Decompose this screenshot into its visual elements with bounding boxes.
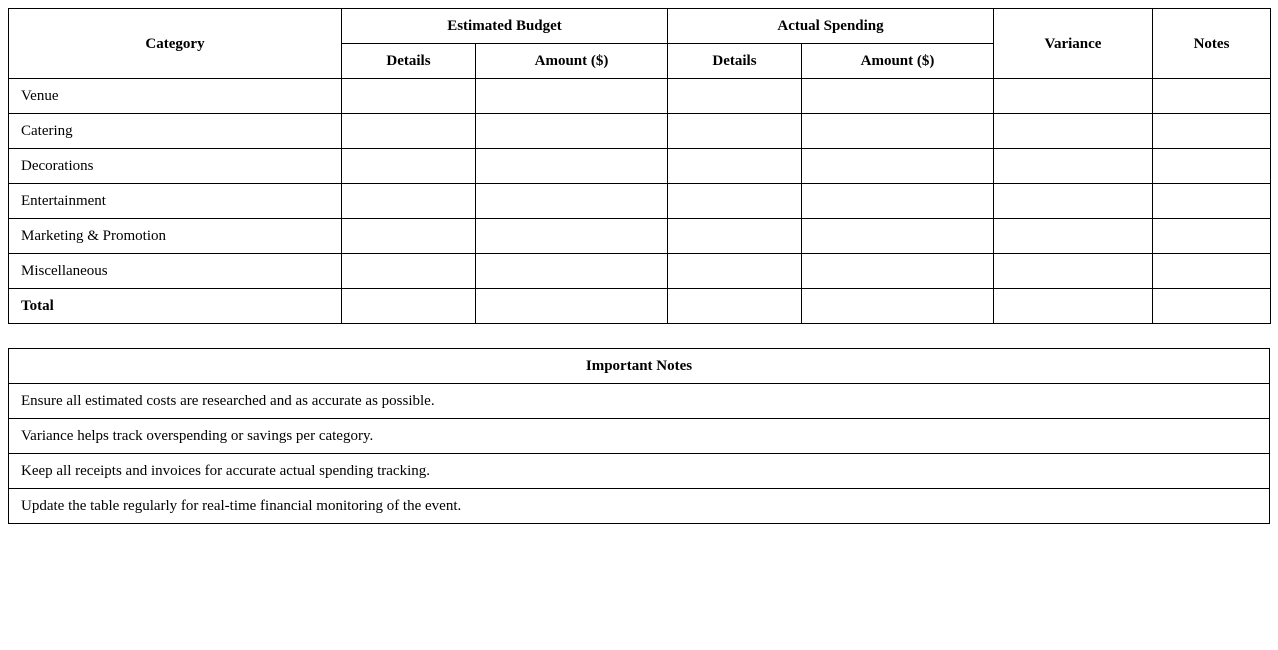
list-item — [9, 419, 1270, 454]
important-notes-title: Important Notes — [9, 349, 1270, 384]
important-notes-table — [8, 348, 1270, 524]
variance-total-cell[interactable] — [994, 289, 1153, 324]
note-item: Ensure all estimated costs are researched and as accurate as possible. — [9, 384, 1270, 419]
category-cell: Entertainment — [9, 184, 342, 219]
notes-cell[interactable] — [1153, 184, 1271, 219]
total-label: Total — [9, 289, 342, 324]
estimated-amount-cell[interactable] — [476, 254, 668, 289]
estimated-budget-header: Estimated Budget — [342, 9, 668, 44]
actual-details-cell[interactable] — [668, 254, 802, 289]
estimated-amount-cell[interactable] — [476, 219, 668, 254]
category-cell: Miscellaneous — [9, 254, 342, 289]
estimated-details-cell[interactable] — [342, 219, 476, 254]
estimated-details-cell[interactable] — [342, 254, 476, 289]
list-item — [9, 489, 1270, 524]
header-row-top — [9, 9, 1271, 44]
notes-header-row — [9, 349, 1270, 384]
estimated-details-cell[interactable] — [342, 79, 476, 114]
note-item: Variance helps track overspending or savings per category. — [9, 419, 1270, 454]
notes-cell[interactable] — [1153, 219, 1271, 254]
estimated-details-cell[interactable] — [342, 184, 476, 219]
variance-cell[interactable] — [994, 184, 1153, 219]
variance-cell[interactable] — [994, 219, 1153, 254]
actual-amount-cell[interactable] — [802, 149, 994, 184]
total-row — [9, 289, 1271, 324]
estimated-details-total-cell[interactable] — [342, 289, 476, 324]
list-item — [9, 384, 1270, 419]
variance-cell[interactable] — [994, 114, 1153, 149]
estimated-amount-cell[interactable] — [476, 149, 668, 184]
variance-cell[interactable] — [994, 254, 1153, 289]
actual-amount-cell[interactable] — [802, 254, 994, 289]
actual-amount-cell[interactable] — [802, 79, 994, 114]
table-row — [9, 149, 1271, 184]
actual-spending-header: Actual Spending — [668, 9, 994, 44]
estimated-amount-cell[interactable] — [476, 79, 668, 114]
estimated-details-header: Details — [342, 44, 476, 79]
table-row — [9, 79, 1271, 114]
estimated-details-cell[interactable] — [342, 114, 476, 149]
category-cell: Marketing & Promotion — [9, 219, 342, 254]
notes-cell[interactable] — [1153, 79, 1271, 114]
table-row — [9, 184, 1271, 219]
list-item — [9, 454, 1270, 489]
table-row — [9, 114, 1271, 149]
note-item: Keep all receipts and invoices for accurate actual spending tracking. — [9, 454, 1270, 489]
category-header: Category — [9, 9, 342, 79]
variance-cell[interactable] — [994, 149, 1153, 184]
estimated-amount-cell[interactable] — [476, 114, 668, 149]
table-row — [9, 219, 1271, 254]
actual-amount-cell[interactable] — [802, 219, 994, 254]
actual-amount-cell[interactable] — [802, 114, 994, 149]
table-row — [9, 254, 1271, 289]
notes-header: Notes — [1153, 9, 1271, 79]
notes-cell[interactable] — [1153, 254, 1271, 289]
notes-cell[interactable] — [1153, 114, 1271, 149]
estimated-amount-header: Amount ($) — [476, 44, 668, 79]
actual-details-cell[interactable] — [668, 184, 802, 219]
notes-total-cell[interactable] — [1153, 289, 1271, 324]
actual-details-total-cell[interactable] — [668, 289, 802, 324]
actual-details-header: Details — [668, 44, 802, 79]
estimated-amount-total-cell[interactable] — [476, 289, 668, 324]
actual-details-cell[interactable] — [668, 149, 802, 184]
category-cell: Venue — [9, 79, 342, 114]
variance-cell[interactable] — [994, 79, 1153, 114]
actual-amount-cell[interactable] — [802, 184, 994, 219]
category-cell: Decorations — [9, 149, 342, 184]
budget-table — [8, 8, 1271, 324]
note-item: Update the table regularly for real-time financial monitoring of the event. — [9, 489, 1270, 524]
actual-details-cell[interactable] — [668, 79, 802, 114]
variance-header: Variance — [994, 9, 1153, 79]
actual-details-cell[interactable] — [668, 219, 802, 254]
estimated-amount-cell[interactable] — [476, 184, 668, 219]
actual-amount-header: Amount ($) — [802, 44, 994, 79]
actual-details-cell[interactable] — [668, 114, 802, 149]
category-cell: Catering — [9, 114, 342, 149]
estimated-details-cell[interactable] — [342, 149, 476, 184]
actual-amount-total-cell[interactable] — [802, 289, 994, 324]
notes-cell[interactable] — [1153, 149, 1271, 184]
